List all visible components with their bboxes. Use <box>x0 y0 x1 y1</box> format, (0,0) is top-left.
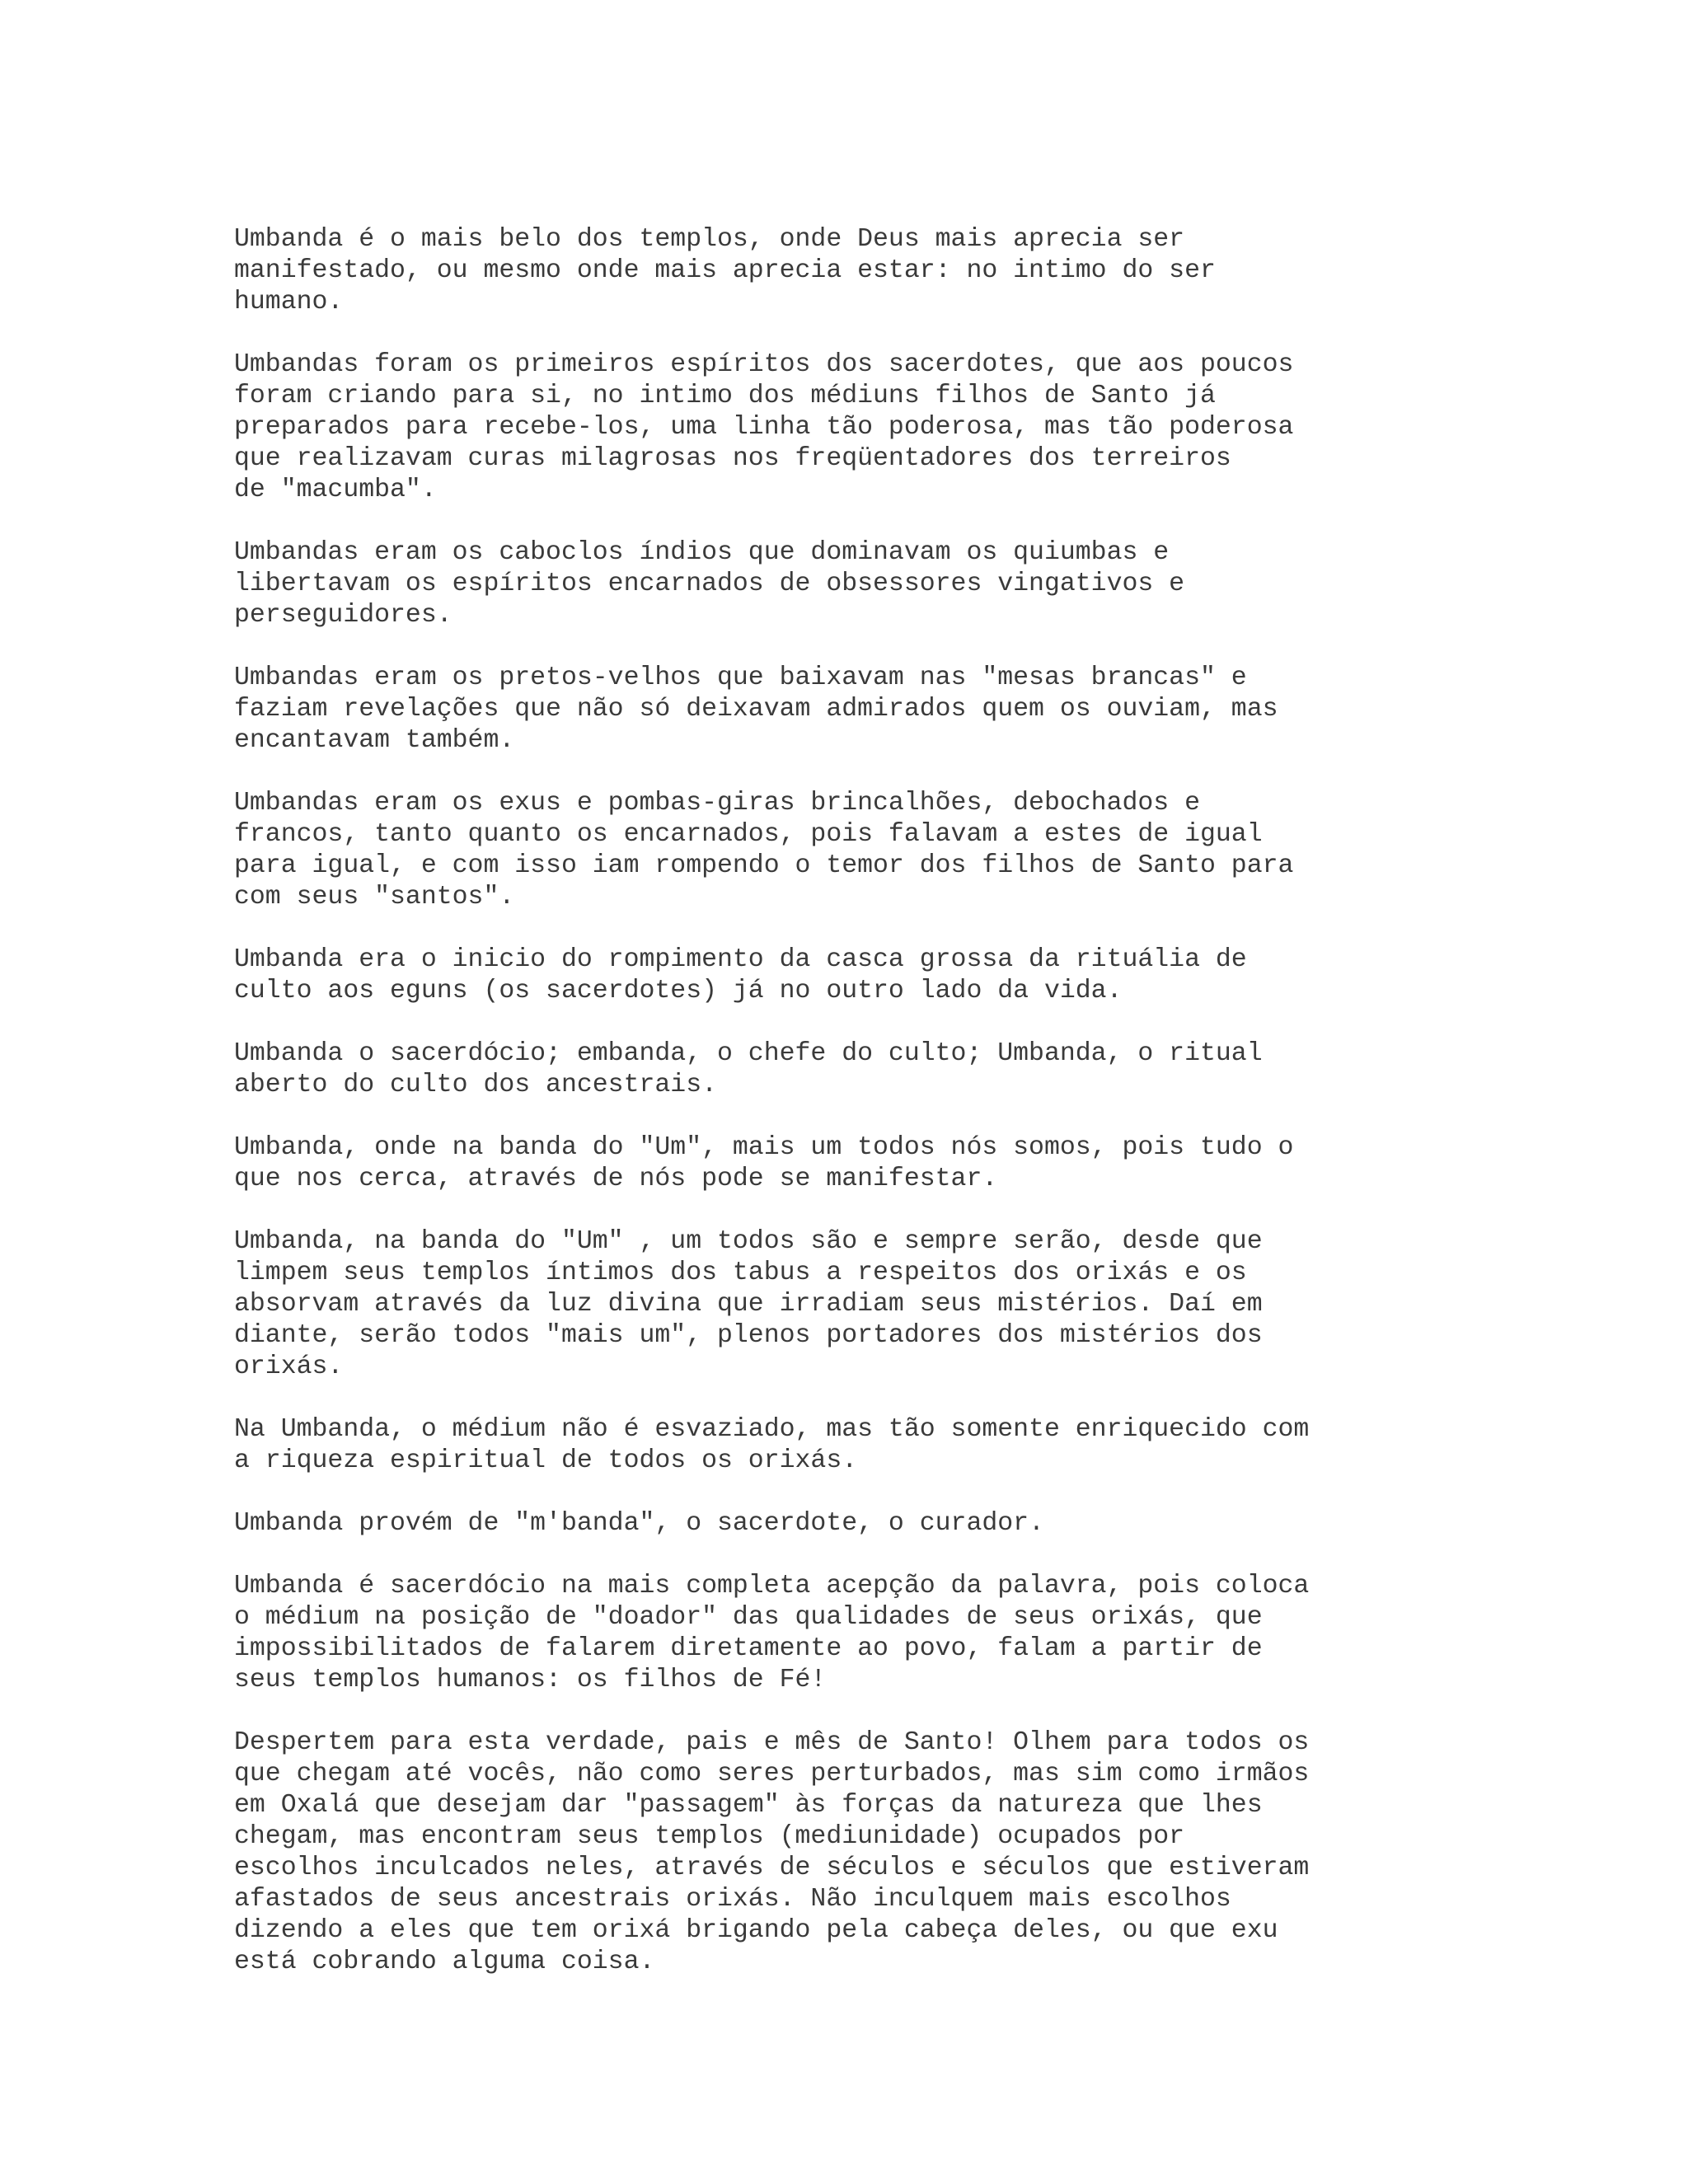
text-line: foram criando para si, no intimo dos médiuns filhos de Santo já <box>234 382 1216 410</box>
paragraph <box>234 944 1652 1007</box>
text-line: escolhos inculcados neles, através de séculos e séculos que estiveram <box>234 1854 1310 1882</box>
document-body <box>234 224 1652 2009</box>
text-line: Na Umbanda, o médium não é esvaziado, mas tão somente enriquecido com <box>234 1415 1310 1444</box>
text-line: impossibilitados de falarem diretamente ao povo, falam a partir de <box>234 1634 1263 1663</box>
text-line: para igual, e com isso iam rompendo o temor dos filhos de Santo para <box>234 851 1294 880</box>
text-line: Umbandas eram os pretos-velhos que baixavam nas "mesas brancas" e <box>234 663 1247 692</box>
text-line: encantavam também. <box>234 726 515 755</box>
text-line: preparados para recebe-los, uma linha tão poderosa, mas tão poderosa <box>234 413 1294 442</box>
paragraph <box>234 1508 1652 1540</box>
text-line: Umbanda era o inicio do rompimento da casca grossa da rituália de <box>234 945 1247 974</box>
text-line: Umbanda, onde na banda do "Um", mais um todos nós somos, pois tudo o <box>234 1133 1294 1162</box>
text-line: faziam revelações que não só deixavam admirados quem os ouviam, mas <box>234 695 1278 724</box>
text-line: chegam, mas encontram seus templos (mediunidade) ocupados por <box>234 1822 1185 1851</box>
text-line: de "macumba". <box>234 476 437 504</box>
text-line: culto aos eguns (os sacerdotes) já no outro lado da vida. <box>234 977 1123 1005</box>
text-line: francos, tanto quanto os encarnados, pois falavam a estes de igual <box>234 820 1263 849</box>
text-line: Umbanda, na banda do "Um" , um todos são e sempre serão, desde que <box>234 1227 1263 1256</box>
text-line: está cobrando alguma coisa. <box>234 1947 655 1976</box>
paragraph <box>234 349 1652 506</box>
paragraph <box>234 1414 1652 1477</box>
text-line: Despertem para esta verdade, pais e mês de Santo! Olhem para todos os <box>234 1728 1310 1757</box>
paragraph <box>234 537 1652 631</box>
text-line: a riqueza espiritual de todos os orixás. <box>234 1446 858 1475</box>
text-line: Umbanda é sacerdócio na mais completa acepção da palavra, pois coloca <box>234 1572 1310 1601</box>
text-line: que nos cerca, através de nós pode se manifestar. <box>234 1165 998 1193</box>
paragraph <box>234 788 1652 913</box>
text-line: com seus "santos". <box>234 883 515 912</box>
paragraph <box>234 1571 1652 1696</box>
text-line: seus templos humanos: os filhos de Fé! <box>234 1666 827 1694</box>
text-line: em Oxalá que desejam dar "passagem" às forças da natureza que lhes <box>234 1791 1263 1820</box>
text-line: limpem seus templos íntimos dos tabus a respeitos dos orixás e os <box>234 1258 1247 1287</box>
text-line: orixás. <box>234 1352 344 1381</box>
paragraph <box>234 1132 1652 1195</box>
text-line: Umbandas eram os caboclos índios que dominavam os quiumbas e <box>234 538 1170 567</box>
paragraph <box>234 1727 1652 1978</box>
text-line: que realizavam curas milagrosas nos freqüentadores dos terreiros <box>234 444 1231 473</box>
text-line: Umbanda provém de "m'banda", o sacerdote, o curador. <box>234 1509 1044 1538</box>
paragraph <box>234 1038 1652 1101</box>
text-line: diante, serão todos "mais um", plenos portadores dos mistérios dos <box>234 1321 1263 1350</box>
text-line: o médium na posição de "doador" das qualidades de seus orixás, que <box>234 1603 1263 1632</box>
text-line: que chegam até vocês, não como seres perturbados, mas sim como irmãos <box>234 1760 1310 1788</box>
paragraph <box>234 663 1652 757</box>
text-line: aberto do culto dos ancestrais. <box>234 1071 717 1099</box>
text-line: Umbandas foram os primeiros espíritos dos sacerdotes, que aos poucos <box>234 350 1294 379</box>
text-line: humano. <box>234 288 344 316</box>
text-line: Umbandas eram os exus e pombas-giras brincalhões, debochados e <box>234 789 1200 818</box>
text-line: Umbanda o sacerdócio; embanda, o chefe do culto; Umbanda, o ritual <box>234 1039 1263 1068</box>
text-line: absorvam através da luz divina que irradiam seus mistérios. Daí em <box>234 1290 1263 1319</box>
text-line: perseguidores. <box>234 601 452 630</box>
paragraph <box>234 1226 1652 1383</box>
paragraph <box>234 224 1652 318</box>
text-line: libertavam os espíritos encarnados de obsessores vingativos e <box>234 569 1185 598</box>
text-line: manifestado, ou mesmo onde mais aprecia estar: no intimo do ser <box>234 256 1216 285</box>
text-line: dizendo a eles que tem orixá brigando pela cabeça deles, ou que exu <box>234 1916 1278 1945</box>
text-line: afastados de seus ancestrais orixás. Não inculquem mais escolhos <box>234 1885 1231 1914</box>
text-line: Umbanda é o mais belo dos templos, onde Deus mais aprecia ser <box>234 225 1185 254</box>
